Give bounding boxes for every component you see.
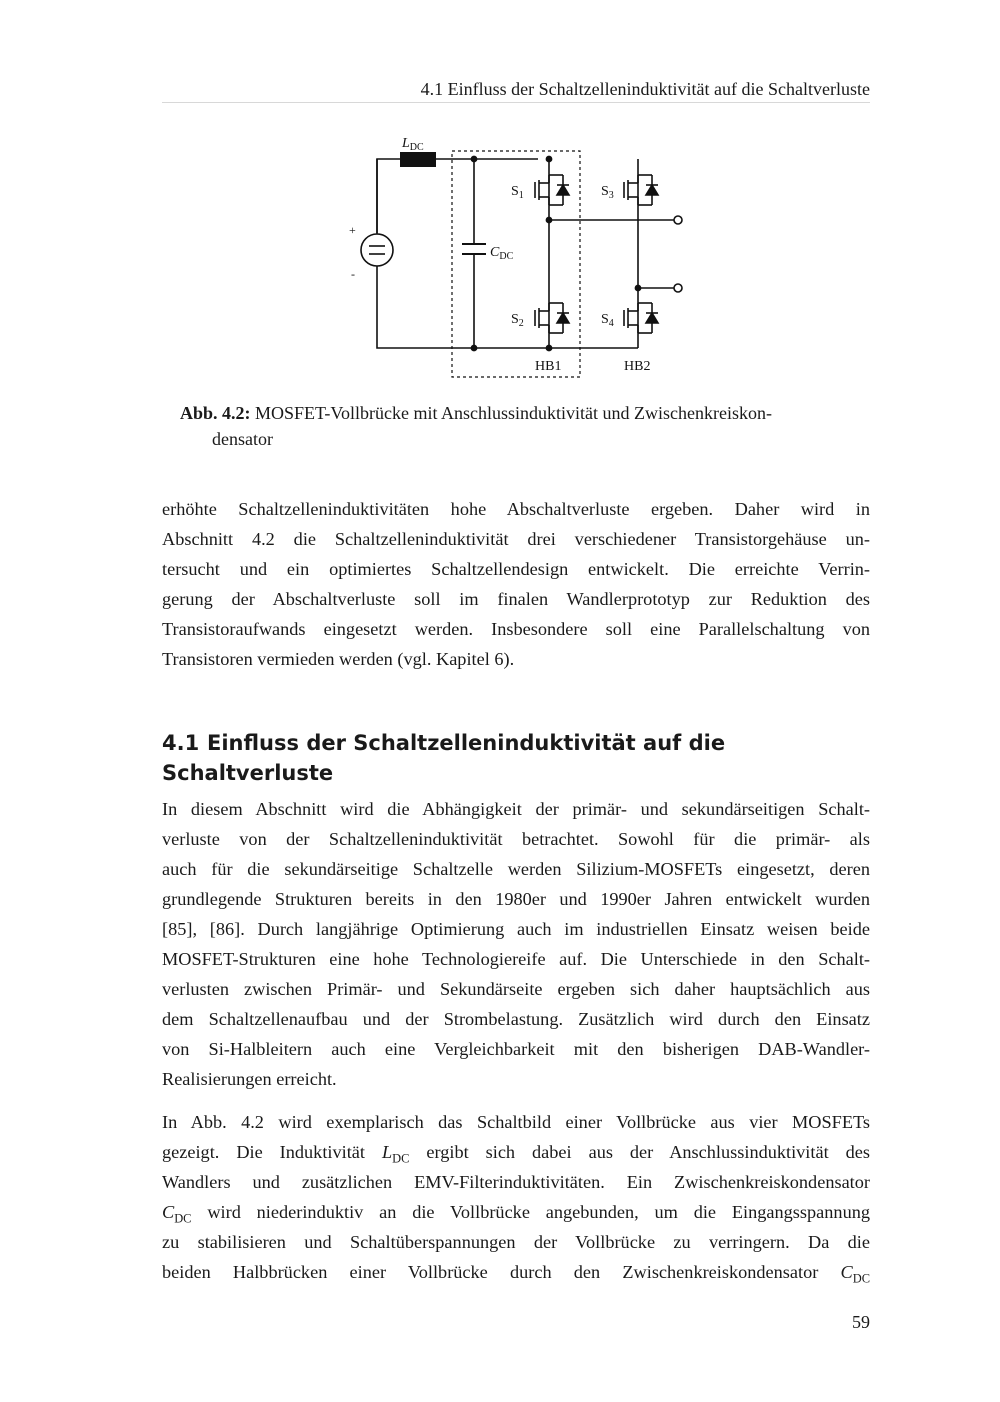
section-title: Einfluss der Schaltzelleninduktivität auf die Schaltverluste: [162, 731, 726, 785]
caption-text-continued: densator: [212, 429, 273, 449]
node: [471, 345, 476, 350]
mosfet-s1: [535, 175, 569, 205]
text-line: grundlegende Strukturen bereits in den 1980er und 1990er Jahren entwickelt wurden: [162, 889, 870, 909]
section-number: 4.1: [162, 731, 200, 755]
minus-label: -: [351, 267, 355, 281]
text-line: [162, 1257, 870, 1287]
text-line: verluste von der Schaltzelleninduktivität betrachtet. Sowohl für die primär- als: [162, 829, 870, 849]
text-line: auch für die sekundärseitige Schaltzelle werden Silizium-MOSFETs eingesetzt, deren: [162, 859, 870, 879]
running-header: 4.1 Einfluss der Schaltzelleninduktivität auf die Schaltverluste: [162, 78, 870, 103]
symbol-ldc: [381, 1142, 410, 1166]
text-line: Abschnitt 4.2 die Schaltzelleninduktivität drei verschiedener Transistorgehäuse un-: [162, 529, 870, 549]
hb1-label: HB1: [535, 359, 562, 374]
text-run: gezeigt. Die Induktivität: [162, 1142, 382, 1162]
subscript: DC: [174, 1211, 192, 1226]
symbol-cdc: [840, 1262, 870, 1286]
text-run: wird niederinduktiv an die Vollbrücke angebunden, um die Eingangsspannung: [191, 1202, 870, 1222]
inductor-ldc: [400, 152, 436, 167]
inductor-label: $L_{DC}$: [402, 136, 424, 153]
circuit-figure: [322, 128, 722, 388]
subscript: DC: [852, 1271, 870, 1286]
mosfet-s4: [624, 303, 658, 333]
text-run: ergibt sich dabei aus der Anschlussinduktivität des: [409, 1142, 870, 1162]
text-line: Transistoraufwands eingesetzt werden. Insbesondere soll eine Parallelschaltung von: [162, 619, 870, 639]
capacitor-label: $C_{DC}$: [490, 245, 514, 262]
hb2-label: HB2: [624, 359, 651, 374]
caption-text: MOSFET-Vollbrücke mit Anschlussinduktivität und Zwischenkreiskon-: [250, 403, 772, 423]
text-line: [85], [86]. Durch langjährige Optimierung auch im industriellen Einsatz weisen beide: [162, 919, 870, 939]
plus-label: +: [349, 223, 356, 237]
text-line: Wandlers und zusätzlichen EMV-Filterinduktivitäten. Ein Zwischenkreiskondensator: [162, 1172, 870, 1192]
mosfet-s2: [535, 303, 569, 333]
mosfet-s3: [624, 175, 658, 205]
text-run: beiden Halbbrücken einer Vollbrücke durch den Zwischenkreiskondensator: [162, 1262, 841, 1282]
node: [471, 156, 476, 161]
symbol: C: [840, 1262, 853, 1282]
paragraph-section-body: [162, 794, 870, 1094]
figure-caption: [180, 400, 870, 452]
voltage-source: [361, 234, 393, 266]
text-line: [162, 1197, 870, 1227]
text-line: In diesem Abschnitt wird die Abhängigkeit der primär- und sekundärseitigen Schalt-: [162, 799, 870, 819]
s1-label: $S_1$: [511, 184, 524, 201]
node: [546, 345, 551, 350]
text-line: dem Schaltzellenaufbau und der Strombelastung. Zusätzlich wird durch den Einsatz: [162, 1009, 870, 1029]
symbol-cdc: [162, 1202, 192, 1226]
text-line: von Si-Halbleitern auch eine Vergleichbarkeit mit den bisherigen DAB-Wandler-: [162, 1039, 870, 1059]
text-line: [162, 1137, 870, 1167]
terminal-a: [674, 216, 682, 224]
text-line: In Abb. 4.2 wird exemplarisch das Schaltbild einer Vollbrücke aus vier MOSFETs: [162, 1112, 870, 1132]
symbol: C: [162, 1202, 175, 1222]
full-bridge-schematic: [322, 128, 722, 388]
paragraph-intro: [162, 494, 870, 674]
paragraph-figure-description: [162, 1107, 870, 1287]
page-number: 59: [852, 1312, 870, 1332]
text-line: Realisierungen erreicht.: [162, 1069, 337, 1089]
text-line: erhöhte Schaltzelleninduktivitäten hohe Abschaltverluste ergeben. Daher wird in: [162, 499, 870, 519]
s2-label: $S_2$: [511, 312, 524, 329]
subscript: DC: [392, 1151, 410, 1166]
symbol: L: [381, 1142, 393, 1162]
text-line: verlusten zwischen Primär- und Sekundärseite ergeben sich daher hauptsächlich aus: [162, 979, 870, 999]
text-line: zu stabilisieren und Schaltüberspannungen der Vollbrücke zu verringern. Da die: [162, 1232, 870, 1252]
text-line: tersucht und ein optimiertes Schaltzellendesign entwickelt. Die erreichte Verrin-: [162, 559, 870, 579]
node: [546, 156, 551, 161]
terminal-b: [674, 284, 682, 292]
section-heading: [162, 728, 870, 788]
caption-label: Abb. 4.2:: [180, 403, 251, 423]
s3-label: $S_3$: [601, 184, 614, 201]
page: [162, 0, 870, 1402]
text-line: MOSFET-Strukturen eine hohe Technologiereife auf. Die Unterschiede in den Schalt-: [162, 949, 870, 969]
text-line: gerung der Abschaltverluste soll im finalen Wandlerprototyp zur Reduktion des: [162, 589, 870, 609]
s4-label: $S_4$: [601, 312, 614, 329]
text-line: Transistoren vermieden werden (vgl. Kapitel 6).: [162, 649, 515, 669]
